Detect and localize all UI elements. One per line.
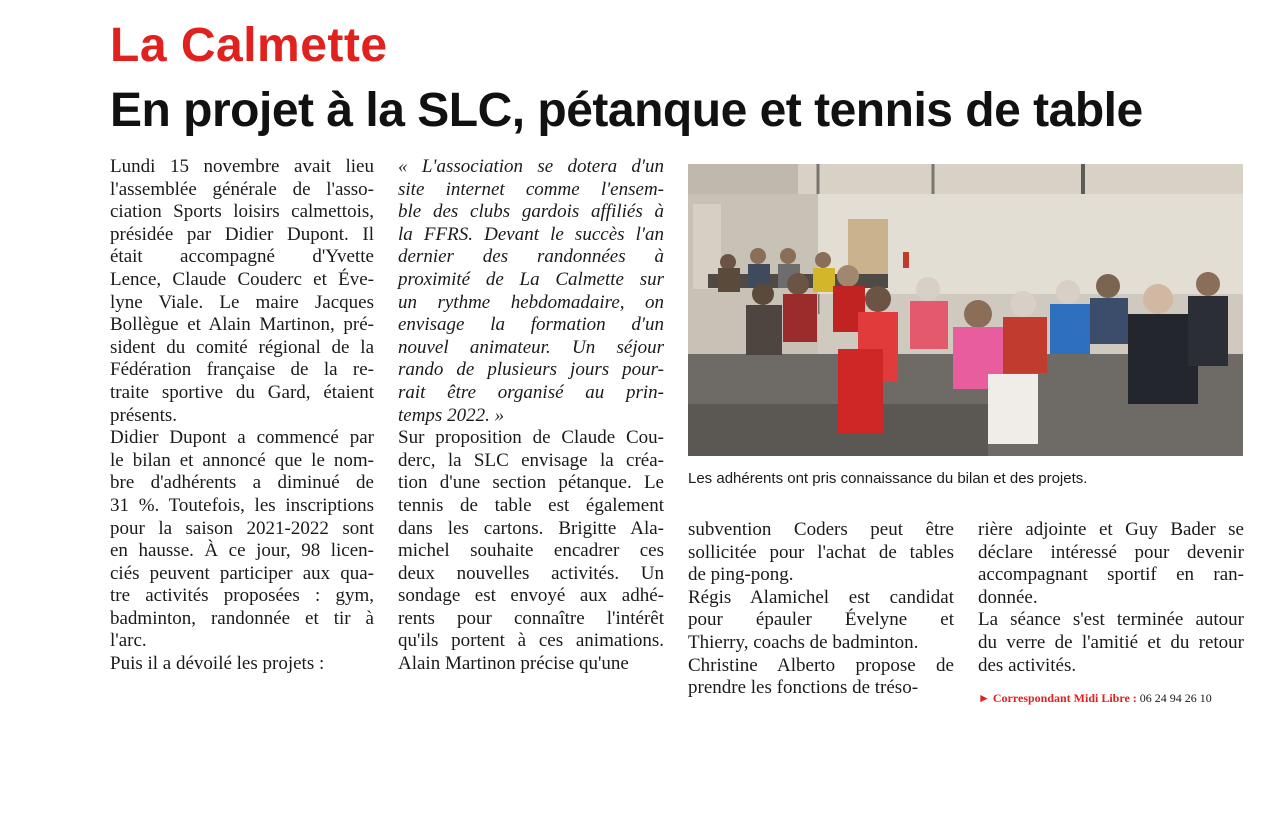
text-line: l'assemblée générale de l'asso- bbox=[110, 178, 374, 200]
text-line: rait être organisé au prin- bbox=[398, 381, 664, 403]
text-line: subvention Coders peut être bbox=[688, 519, 954, 540]
article-column-2 bbox=[398, 156, 664, 676]
text-line: sondage est envoyé aux adhé- bbox=[398, 585, 664, 607]
meeting-photo-illustration bbox=[688, 164, 1243, 456]
text-line: rière adjointe et Guy Bader se bbox=[978, 519, 1244, 540]
article-column-3 bbox=[688, 519, 954, 700]
column-3-text bbox=[688, 519, 954, 700]
text-line: tre activités proposées : gym, bbox=[110, 585, 374, 607]
text-line: sident du comité régional de la bbox=[110, 336, 374, 358]
text-line: Lundi 15 novembre avait lieu bbox=[110, 156, 374, 177]
text-line: ble des clubs gardois affiliés à bbox=[398, 201, 664, 223]
text-line: le bilan et annoncé que le nom- bbox=[110, 449, 374, 471]
text-line: était accompagné d'Yvette bbox=[110, 246, 374, 268]
text-line: La séance s'est terminée autour bbox=[978, 609, 1244, 631]
signature-label: Correspondant Midi Libre : bbox=[992, 691, 1137, 705]
text-line: bre d'adhérents a diminué de bbox=[110, 472, 374, 494]
text-line: traite sportive du Gard, étaient bbox=[110, 381, 374, 403]
text-line: tion d'une section pétanque. Le bbox=[398, 472, 664, 494]
signature-phone: 06 24 94 26 10 bbox=[1139, 691, 1212, 705]
text-line: Thierry, coachs de badminton. bbox=[688, 631, 919, 653]
kicker-title: La Calmette bbox=[110, 19, 388, 72]
text-line: dans les cartons. Brigitte Ala- bbox=[398, 517, 664, 539]
text-line: des activités. bbox=[978, 654, 1077, 676]
text-line: Christine Alberto propose de bbox=[688, 654, 954, 676]
text-line: Didier Dupont a commencé par bbox=[110, 427, 374, 449]
text-line: déclare intéressé pour devenir bbox=[978, 541, 1244, 563]
headline: En projet à la SLC, pétanque et tennis de table bbox=[110, 84, 1143, 137]
text-line: ciation Sports loisirs calmettois, bbox=[110, 201, 374, 223]
text-line: Sur proposition de Claude Cou- bbox=[398, 427, 664, 449]
text-line: dernier des randonnées à bbox=[398, 246, 664, 268]
correspondent-signature bbox=[978, 691, 1212, 706]
article-photo bbox=[688, 164, 1243, 456]
text-line: envisage la formation d'un bbox=[398, 314, 664, 336]
text-line: tennis de table est également bbox=[398, 494, 664, 516]
text-line: proximité de La Calmette sur bbox=[398, 268, 664, 290]
text-line: rando de plusieurs jours pour- bbox=[398, 359, 664, 381]
text-line: Régis Alamichel est candidat bbox=[688, 586, 954, 608]
column-4-text bbox=[978, 519, 1244, 677]
text-line: 31 %. Toutefois, les inscriptions bbox=[110, 494, 374, 516]
article-column-1 bbox=[110, 156, 374, 676]
column-2-text bbox=[398, 427, 664, 676]
text-line: l'arc. bbox=[110, 630, 147, 652]
text-line: donnée. bbox=[978, 586, 1038, 608]
text-line: présidée par Didier Dupont. Il bbox=[110, 223, 374, 245]
text-line: accompagnant sportif en ran- bbox=[978, 564, 1244, 586]
text-line: michel souhaite encadrer ces bbox=[398, 540, 664, 562]
text-line: rents pour connaître l'intérêt bbox=[398, 607, 664, 629]
text-line: Fédération française de la re- bbox=[110, 359, 374, 381]
text-line: badminton, randonnée et tir à bbox=[110, 607, 374, 629]
text-line: pour la saison 2021-2022 sont bbox=[110, 517, 374, 539]
column-1-text bbox=[110, 156, 374, 676]
text-line: la FFRS. Devant le succès l'an bbox=[398, 223, 664, 245]
text-line: ciés peuvent participer aux qua- bbox=[110, 562, 374, 584]
text-line: un rythme hebdomadaire, on bbox=[398, 291, 664, 313]
text-line: qu'ils portent à ces animations. bbox=[398, 630, 664, 652]
text-line: site internet comme l'ensem- bbox=[398, 178, 664, 200]
text-line: deux nouvelles activités. Un bbox=[398, 562, 664, 584]
text-line: nouvel animateur. Un séjour bbox=[398, 336, 664, 358]
photo-caption: Les adhérents ont pris connaissance du bilan et des projets. bbox=[688, 470, 1088, 487]
text-line: pour épauler Évelyne et bbox=[688, 609, 954, 631]
text-line: sollicitée pour l'achat de tables bbox=[688, 541, 954, 563]
arrow-icon: ► bbox=[978, 691, 990, 705]
text-line: en hausse. À ce jour, 98 licen- bbox=[110, 540, 374, 562]
text-line: Lence, Claude Couderc et Éve- bbox=[110, 268, 374, 290]
text-line: lyne Viale. Le maire Jacques bbox=[110, 291, 374, 313]
text-line: derc, la SLC envisage la créa- bbox=[398, 449, 664, 471]
text-line: « L'association se dotera d'un bbox=[398, 156, 664, 177]
text-line: temps 2022. » bbox=[398, 404, 505, 426]
text-line: du verre de l'amitié et du retour bbox=[978, 631, 1244, 653]
column-2-quote bbox=[398, 156, 664, 427]
article-column-4 bbox=[978, 519, 1244, 677]
text-line: prendre les fonctions de tréso- bbox=[688, 677, 919, 699]
text-line: de ping-pong. bbox=[688, 564, 794, 586]
text-line: Alain Martinon précise qu'une bbox=[398, 653, 629, 675]
text-line: Bollègue et Alain Martinon, pré- bbox=[110, 314, 374, 336]
text-line: présents. bbox=[110, 404, 178, 426]
text-line: Puis il a dévoilé les projets : bbox=[110, 653, 325, 675]
